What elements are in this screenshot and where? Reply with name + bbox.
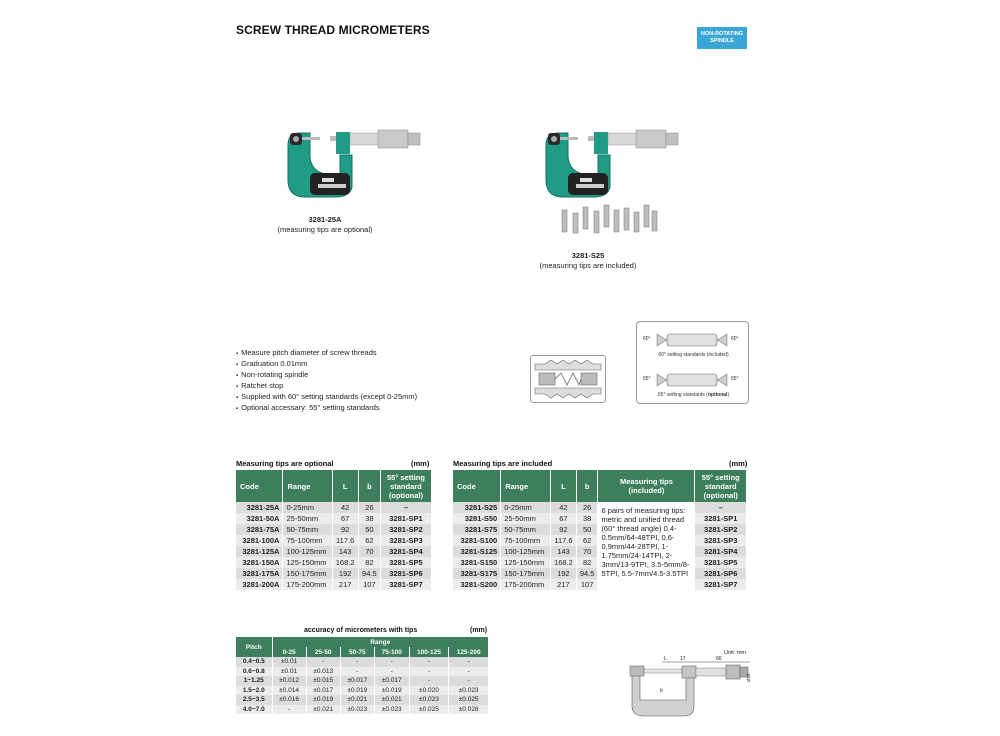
cell-code: 3281-S200 <box>453 579 501 590</box>
cell-code: 3281-50A <box>236 513 283 524</box>
cell-standard: – <box>380 502 431 513</box>
cell-accuracy: ±0.020 <box>409 686 449 696</box>
cell-standard: 3281-SP5 <box>380 557 431 568</box>
cell-accuracy: - <box>272 705 306 715</box>
table-row <box>236 557 432 568</box>
micrometer-3281-s25-image <box>538 125 728 240</box>
cell-range: 50-75mm <box>283 524 332 535</box>
cell-standard: 3281-SP4 <box>695 546 747 557</box>
col-l: L <box>332 470 358 502</box>
table-row <box>236 667 489 677</box>
cell-standard: 3281-SP4 <box>380 546 431 557</box>
cell-accuracy: ±0.01 <box>272 657 306 667</box>
cell-accuracy: - <box>409 676 449 686</box>
cell-l: 192 <box>551 568 577 579</box>
cell-range: 175-200mm <box>501 579 551 590</box>
cell-range: 0-25mm <box>501 502 551 513</box>
feature-item: ▪ Graduation 0.01mm <box>236 359 417 370</box>
cell-b: 38 <box>358 513 380 524</box>
standard-60-caption: 60° setting standards (included) <box>658 352 729 358</box>
col-range-50-75: 50-75 <box>340 647 374 657</box>
angle-60-right: 60° <box>731 336 739 342</box>
cell-code: 3281-S25 <box>453 502 501 513</box>
cell-code: 3281-S150 <box>453 557 501 568</box>
cell-pitch: 2.5~3.5 <box>236 695 272 705</box>
cell-l: 67 <box>332 513 358 524</box>
table-row <box>236 524 432 535</box>
standard-55-caption-suffix: ) <box>727 392 730 398</box>
cell-accuracy: ±0.019 <box>340 686 374 696</box>
angle-55-left: 55° <box>643 376 651 382</box>
page-title: SCREW THREAD MICROMETERS <box>236 23 430 37</box>
cell-standard: 3281-SP1 <box>695 513 747 524</box>
cell-accuracy: - <box>340 667 374 677</box>
feature-item: ▪ Optional accessary: 55° setting standards <box>236 403 417 414</box>
angle-60-left: 60° <box>643 336 651 342</box>
col-range: Range <box>283 470 332 502</box>
accuracy-table <box>236 637 489 714</box>
table-row <box>236 568 432 579</box>
table-row <box>453 502 747 513</box>
col-standard: 55° setting standard (optional) <box>695 470 747 502</box>
product-b-note: (measuring tips are included) <box>539 261 637 270</box>
included-tips-table <box>453 470 747 590</box>
product-b-caption <box>518 251 658 271</box>
cell-range: 100-125mm <box>501 546 551 557</box>
cell-accuracy: - <box>340 657 374 667</box>
col-code: Code <box>236 470 283 502</box>
dim-b: b <box>660 688 663 694</box>
cell-l: 143 <box>332 546 358 557</box>
cell-accuracy: - <box>374 667 409 677</box>
cell-accuracy: ±0.025 <box>409 705 449 715</box>
cell-code: 3281-S125 <box>453 546 501 557</box>
cell-l: 192 <box>332 568 358 579</box>
col-range-125-200: 125-200 <box>449 647 489 657</box>
table-row <box>236 546 432 557</box>
cell-accuracy: ±0.019 <box>306 695 340 705</box>
cell-code: 3281-150A <box>236 557 283 568</box>
cell-l: 92 <box>551 524 577 535</box>
cell-code: 3281-175A <box>236 568 283 579</box>
cell-accuracy: ±0.013 <box>306 667 340 677</box>
cell-code: 3281-200A <box>236 579 283 590</box>
cell-l: 168.2 <box>332 557 358 568</box>
product-a-note: (measuring tips are optional) <box>277 225 373 234</box>
cell-range: 25-50mm <box>283 513 332 524</box>
cell-accuracy: ±0.021 <box>374 695 409 705</box>
cell-code: 3281-S75 <box>453 524 501 535</box>
table-row <box>236 686 489 696</box>
optional-tips-table <box>236 470 432 590</box>
cell-accuracy: ±0.023 <box>409 695 449 705</box>
table-row <box>236 657 489 667</box>
cell-l: 217 <box>332 579 358 590</box>
cell-accuracy: - <box>409 657 449 667</box>
cell-range: 125-150mm <box>283 557 332 568</box>
cell-pitch: 0.4~0.5 <box>236 657 272 667</box>
cell-accuracy: ±0.017 <box>306 686 340 696</box>
angle-55-right: 55° <box>731 376 739 382</box>
cell-b: 94.5 <box>576 568 598 579</box>
cell-accuracy: - <box>449 676 489 686</box>
cell-measuring-tips: 6 pairs of measuring tips: metric and unified thread (60° thread angle) 0.4-0.5mm/64-48TPI, 0.6-0.9mm/44-28TPI, 1-1.75mm/24-14TPI, 2-3mm/13-9TPI, 3.5-5mm/8-5TPI, 5.5-7mm/4.5-3.5TPI <box>598 502 695 590</box>
cell-accuracy: - <box>449 657 489 667</box>
cell-pitch: 4.0~7.0 <box>236 705 272 715</box>
badge-line-1: NON-ROTATING <box>701 31 743 37</box>
cell-l: 143 <box>551 546 577 557</box>
micrometer-3281-25a-image <box>280 125 425 200</box>
table-row <box>236 705 489 715</box>
col-range-25-50: 25-50 <box>306 647 340 657</box>
cell-accuracy: ±0.012 <box>272 676 306 686</box>
cell-b: 62 <box>358 535 380 546</box>
cell-standard: 3281-SP5 <box>695 557 747 568</box>
cell-range: 150-175mm <box>501 568 551 579</box>
cell-b: 26 <box>576 502 598 513</box>
thread-measurement-diagram <box>530 355 606 403</box>
accuracy-title: accuracy of micrometers with tips <box>304 627 418 634</box>
feature-item: ▪ Measure pitch diameter of screw threads <box>236 348 417 359</box>
col-pitch: Pitch <box>236 637 272 657</box>
cell-accuracy: ±0.025 <box>449 695 489 705</box>
cell-b: 62 <box>576 535 598 546</box>
dim-17: 17 <box>680 656 686 662</box>
col-standard: 55° setting standard (optional) <box>380 470 431 502</box>
feature-list <box>236 348 417 414</box>
cell-accuracy: - <box>374 657 409 667</box>
table-row <box>236 676 489 686</box>
cell-b: 70 <box>358 546 380 557</box>
cell-range: 75-100mm <box>501 535 551 546</box>
table-row <box>236 579 432 590</box>
cell-standard: 3281-SP3 <box>380 535 431 546</box>
cell-standard: 3281-SP3 <box>695 535 747 546</box>
col-range-100-125: 100-125 <box>409 647 449 657</box>
col-range-group: Range <box>272 637 489 647</box>
cell-range: 75-100mm <box>283 535 332 546</box>
cell-b: 107 <box>576 579 598 590</box>
included-table-unit: (mm) <box>729 459 748 468</box>
cell-accuracy: - <box>449 667 489 677</box>
cell-standard: 3281-SP2 <box>380 524 431 535</box>
table-row <box>236 513 432 524</box>
optional-table-unit: (mm) <box>411 459 430 468</box>
cell-accuracy: - <box>306 657 340 667</box>
cell-l: 117.6 <box>551 535 577 546</box>
cell-accuracy: - <box>409 667 449 677</box>
measuring-tips-icon <box>562 205 657 233</box>
standard-55-caption-optional: optional <box>707 392 728 398</box>
cell-l: 168.2 <box>551 557 577 568</box>
standard-55-caption-prefix: 55° setting standards ( <box>657 392 708 398</box>
feature-item: ▪ Non-rotating spindle <box>236 370 417 381</box>
cell-pitch: 1~1.25 <box>236 676 272 686</box>
cell-accuracy: ±0.017 <box>374 676 409 686</box>
cell-code: 3281-100A <box>236 535 283 546</box>
col-code: Code <box>453 470 501 502</box>
table-row <box>236 502 432 513</box>
cell-accuracy: ±0.023 <box>449 686 489 696</box>
dim-66: 66 <box>716 656 722 662</box>
cell-standard: – <box>695 502 747 513</box>
cell-b: 50 <box>576 524 598 535</box>
included-table-heading: Measuring tips are included <box>453 459 553 468</box>
col-l: L <box>551 470 577 502</box>
cell-l: 117.6 <box>332 535 358 546</box>
cell-l: 42 <box>551 502 577 513</box>
col-range-75-100: 75-100 <box>374 647 409 657</box>
cell-accuracy: ±0.019 <box>374 686 409 696</box>
cell-pitch: 0.6~0.8 <box>236 667 272 677</box>
accuracy-unit: (mm) <box>470 627 488 634</box>
feature-item: ▪ Supplied with 60° setting standards (except 0-25mm) <box>236 392 417 403</box>
cell-standard: 3281-SP7 <box>695 579 747 590</box>
cell-pitch: 1.5~2.0 <box>236 686 272 696</box>
cell-code: 3281-S50 <box>453 513 501 524</box>
dim-l: L <box>664 656 667 662</box>
feature-item: ▪ Ratchet stop <box>236 381 417 392</box>
cell-accuracy: ±0.014 <box>272 686 306 696</box>
cell-b: 82 <box>358 557 380 568</box>
cell-code: 3281-S100 <box>453 535 501 546</box>
standard-55-caption <box>637 392 750 398</box>
product-b-code: 3281-S25 <box>571 251 605 260</box>
optional-table-heading: Measuring tips are optional <box>236 459 334 468</box>
cell-accuracy: ±0.021 <box>306 705 340 715</box>
cell-range: 175-200mm <box>283 579 332 590</box>
cell-code: 3281-25A <box>236 502 283 513</box>
col-range-0-25: 0-25 <box>272 647 306 657</box>
cell-accuracy: ±0.01 <box>272 667 306 677</box>
cell-standard: 3281-SP7 <box>380 579 431 590</box>
cell-range: 25-50mm <box>501 513 551 524</box>
cell-standard: 3281-SP6 <box>380 568 431 579</box>
cell-accuracy: ±0.023 <box>340 705 374 715</box>
cell-range: 125-150mm <box>501 557 551 568</box>
col-tips: Measuring tips (included) <box>598 470 695 502</box>
cell-b: 94.5 <box>358 568 380 579</box>
non-rotating-spindle-badge <box>697 27 747 49</box>
cell-accuracy: ±0.023 <box>374 705 409 715</box>
col-range: Range <box>501 470 551 502</box>
cell-l: 92 <box>332 524 358 535</box>
cell-standard: 3281-SP6 <box>695 568 747 579</box>
badge-line-2: SPINDLE <box>710 38 734 44</box>
cell-range: 100-125mm <box>283 546 332 557</box>
unit-label: Unit: mm <box>724 650 746 656</box>
cell-code: 3281-75A <box>236 524 283 535</box>
cell-b: 38 <box>576 513 598 524</box>
cell-range: 150-175mm <box>283 568 332 579</box>
cell-range: 0-25mm <box>283 502 332 513</box>
dimension-diagram <box>624 648 754 723</box>
cell-code: 3281-S175 <box>453 568 501 579</box>
table-row <box>236 535 432 546</box>
cell-range: 50-75mm <box>501 524 551 535</box>
cell-code: 3281-125A <box>236 546 283 557</box>
setting-standards-diagram <box>636 321 749 404</box>
cell-standard: 3281-SP1 <box>380 513 431 524</box>
cell-b: 26 <box>358 502 380 513</box>
cell-b: 70 <box>576 546 598 557</box>
product-a-code: 3281-25A <box>308 215 342 224</box>
cell-accuracy: ±0.016 <box>272 695 306 705</box>
cell-b: 50 <box>358 524 380 535</box>
dim-phi: Ø18 <box>746 673 751 682</box>
cell-l: 67 <box>551 513 577 524</box>
cell-l: 217 <box>551 579 577 590</box>
cell-b: 107 <box>358 579 380 590</box>
col-b: b <box>576 470 598 502</box>
cell-b: 82 <box>576 557 598 568</box>
cell-accuracy: ±0.015 <box>306 676 340 686</box>
cell-l: 42 <box>332 502 358 513</box>
cell-accuracy: ±0.021 <box>340 695 374 705</box>
cell-standard: 3281-SP2 <box>695 524 747 535</box>
table-row <box>236 695 489 705</box>
product-a-caption <box>255 215 395 235</box>
cell-accuracy: ±0.017 <box>340 676 374 686</box>
col-b: b <box>358 470 380 502</box>
cell-accuracy: ±0.028 <box>449 705 489 715</box>
